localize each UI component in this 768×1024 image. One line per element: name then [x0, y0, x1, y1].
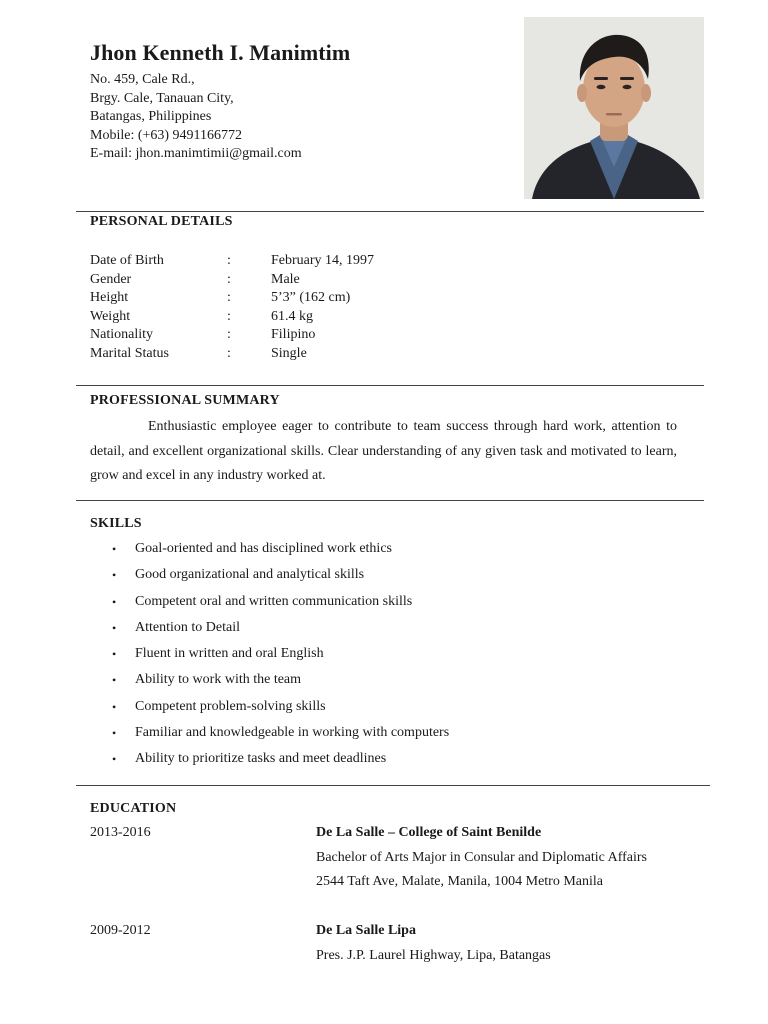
skills-heading: SKILLS	[90, 516, 142, 531]
detail-label: Date of Birth	[90, 253, 164, 268]
skill-text: Ability to work with the team	[135, 672, 302, 688]
skill-item	[90, 724, 449, 750]
bullet-icon: •	[112, 542, 117, 556]
bullet-icon: •	[112, 620, 117, 635]
skill-item	[90, 566, 449, 592]
detail-value: 61.4 kg	[271, 308, 313, 324]
detail-label: Weight	[90, 308, 131, 324]
section-divider	[76, 785, 710, 786]
detail-label: Nationality	[90, 327, 153, 343]
skill-item	[90, 540, 449, 566]
school-name: De La Salle Lipa	[316, 923, 416, 938]
education-info	[316, 821, 647, 895]
school-name: De La Salle – College of Saint Benilde	[316, 825, 542, 840]
detail-value: Filipino	[271, 327, 316, 343]
detail-colon: :	[227, 290, 231, 306]
education-years: 2013-2016	[90, 825, 151, 840]
detail-colon: :	[227, 327, 231, 343]
email-address: E-mail: jhon.manimtimii@gmail.com	[90, 146, 302, 162]
address-line: No. 459, Cale Rd.,	[90, 72, 195, 87]
bullet-icon: •	[112, 647, 117, 662]
detail-label: Height	[90, 290, 129, 306]
skill-text: Goal-oriented and has disciplined work ethics	[135, 541, 392, 556]
education-years: 2009-2012	[90, 923, 151, 938]
education-info	[316, 919, 551, 968]
skill-text: Ability to prioritize tasks and meet deadlines	[135, 751, 387, 767]
bullet-icon: •	[112, 673, 117, 688]
school-address: Pres. J.P. Laurel Highway, Lipa, Batangas	[316, 947, 551, 963]
address-line: Batangas, Philippines	[90, 109, 212, 125]
skill-item	[90, 593, 449, 619]
degree: Bachelor of Arts Major in Consular and Diplomatic Affairs	[316, 849, 648, 865]
detail-value: Male	[271, 271, 300, 287]
section-divider	[76, 385, 704, 386]
profile-photo	[524, 17, 704, 199]
bullet-icon: •	[112, 726, 117, 741]
bullet-icon: •	[112, 699, 117, 714]
skill-item	[90, 671, 449, 697]
skill-item	[90, 698, 449, 724]
skill-text: Attention to Detail	[135, 619, 240, 635]
detail-label: Gender	[90, 271, 132, 287]
bullet-icon: •	[112, 568, 117, 583]
contact-block	[90, 71, 302, 164]
mobile-number: Mobile: (+63) 9491166772	[90, 127, 243, 143]
professional-summary-heading: PROFESSIONAL SUMMARY	[90, 393, 280, 408]
detail-label: Marital Status	[90, 345, 169, 361]
school-address: 2544 Taft Ave, Malate, Manila, 1004 Metro Manila	[316, 874, 603, 889]
skill-item	[90, 619, 449, 645]
skill-text: Competent oral and written communication skills	[135, 593, 413, 609]
detail-value: 5’3” (162 cm)	[271, 290, 351, 306]
personal-details-heading: PERSONAL DETAILS	[90, 214, 233, 229]
section-divider	[76, 500, 704, 501]
skill-item	[90, 645, 449, 671]
detail-colon: :	[227, 253, 231, 268]
bullet-icon: •	[112, 752, 117, 767]
skills-list	[90, 540, 449, 777]
education-heading: EDUCATION	[90, 801, 177, 816]
skill-text: Familiar and knowledgeable in working with computers	[135, 725, 450, 741]
detail-value: Single	[271, 345, 307, 361]
detail-colon: :	[227, 308, 231, 324]
bullet-icon: •	[112, 594, 117, 609]
professional-summary-text: Enthusiastic employee eager to contribute to team success through hard work, attention to detail, and excellent organizational skills. Clear understanding of any given task and motivated to learn, grow and excel in any industry worked at.	[90, 419, 677, 483]
skill-item	[90, 750, 449, 776]
applicant-name: Jhon Kenneth I. Manimtim	[90, 40, 351, 65]
skill-text: Good organizational and analytical skills	[135, 567, 365, 583]
skill-text: Fluent in written and oral English	[135, 646, 324, 662]
section-divider	[76, 211, 704, 212]
detail-value: February 14, 1997	[271, 253, 375, 268]
detail-colon: :	[227, 345, 231, 361]
detail-colon: :	[227, 271, 231, 287]
skill-text: Competent problem-solving skills	[135, 698, 326, 714]
address-line: Brgy. Cale, Tanauan City,	[90, 90, 234, 106]
